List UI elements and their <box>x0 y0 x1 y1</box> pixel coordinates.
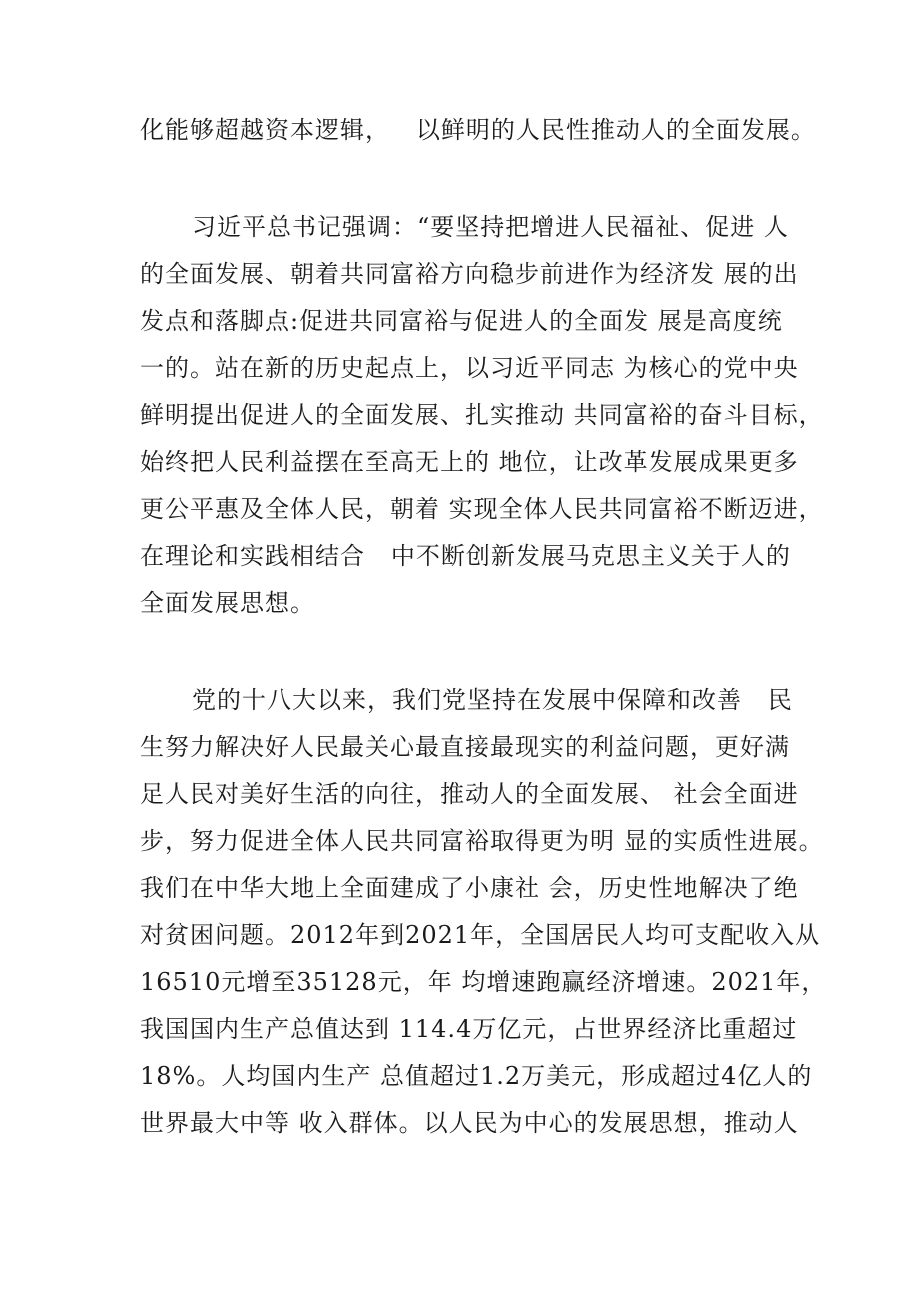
paragraph-3-line-10: 世界最大中等 收入群体。以人民为中心的发展思想，推动人 <box>140 1109 799 1137</box>
paragraph-2-line-8: 在理论和实践相结合 中不断创新发展马克思主义关于人的 <box>140 542 791 570</box>
paragraph-3-line-3: 足人民对美好生活的向往，推动人的全面发展、 社会全面进 <box>140 780 799 808</box>
paragraph-2-line-1: 习近平总书记强调：“要坚持把增进人民福祉、促进 人 <box>192 213 789 241</box>
paragraph-3-line-9: 18%。人均国内生产 总值超过1.2万美元，形成超过4亿人的 <box>140 1062 813 1090</box>
paragraph-3-line-7: 16510元增至35128元，年 均增速跑赢经济增速。2021年， <box>140 968 827 996</box>
paragraph-2-line-5: 鲜明提出促进人的全面发展、扎实推动 共同富裕的奋斗目标， <box>140 401 824 429</box>
paragraph-2-line-3: 发点和落脚点:促进共同富裕与促进人的全面发 展是高度统 <box>140 307 783 335</box>
paragraph-1-line-1: 化能够超越资本逻辑， 以鲜明的人民性推动人的全面发展。 <box>140 116 816 144</box>
paragraph-2-line-2: 的全面发展、朝着共同富裕方向稳步前进作为经济发 展的出 <box>140 260 799 288</box>
paragraph-3-line-8: 我国国内生产总值达到 114.4万亿元，占世界经济比重超过 <box>140 1015 798 1043</box>
paragraph-2-line-4: 一的。站在新的历史起点上，以习近平同志 为核心的党中央 <box>140 354 799 382</box>
paragraph-3-line-2: 生努力解决好人民最关心最直接最现实的利益问题，更好满 <box>140 733 790 761</box>
paragraph-3-line-5: 我们在中华大地上全面建成了小康社 会，历史性地解决了绝 <box>140 874 799 902</box>
paragraph-2-line-9: 全面发展思想。 <box>140 589 315 617</box>
paragraph-2-line-7: 更公平惠及全体人民，朝着 实现全体人民共同富裕不断迈进， <box>140 495 824 523</box>
paragraph-3-line-6: 对贫困问题。2012年到2021年，全国居民人均可支配收入从 <box>140 921 821 949</box>
paragraph-3-line-1: 党的十八大以来，我们党坚持在发展中保障和改善 民 <box>192 686 793 714</box>
paragraph-3-line-4: 步，努力促进全体人民共同富裕取得更为明 显的实质性进展。 <box>140 827 824 855</box>
paragraph-2-line-6: 始终把人民利益摆在至高无上的 地位，让改革发展成果更多 <box>140 448 799 476</box>
